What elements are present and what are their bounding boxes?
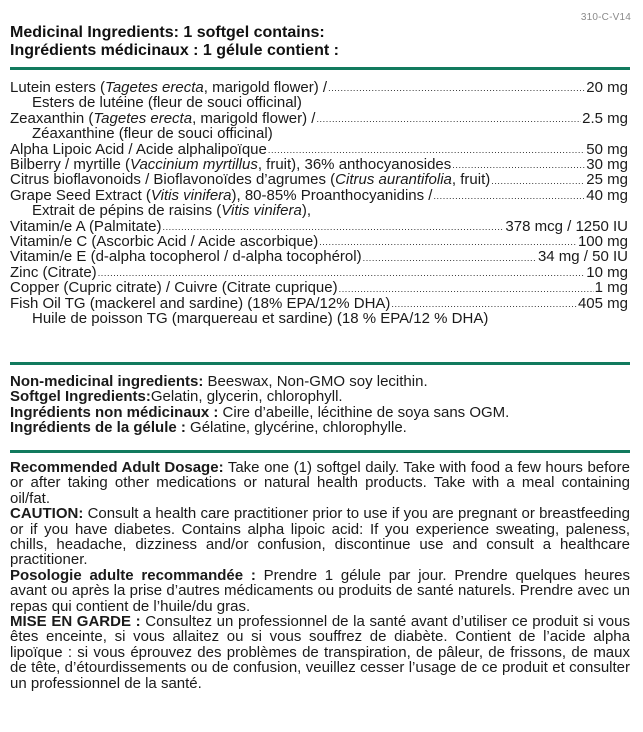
dosage-paragraph: [10, 506, 630, 568]
dosage-paragraph-text: Prendre 1 gélule par jour. Prendre quelques heures avant ou après la prise d’autres médicaments ou produits de santé naturels. Prendre avec un repas qui contient de l’huile/du gras.: [10, 566, 630, 615]
ingredient-amount: 10 mg: [586, 263, 628, 281]
non-medicinal-line-label: Softgel Ingredients:: [10, 388, 151, 406]
ingredient-row: [10, 188, 628, 203]
ingredient-amount: 50 mg: [586, 140, 628, 158]
latin-name: Vitis vinifera: [150, 186, 232, 204]
dot-leader: [328, 84, 585, 95]
non-medicinal-section: [10, 374, 630, 436]
ingredient-amount: 40 mg: [586, 186, 628, 204]
divider-rule: [10, 67, 630, 70]
non-medicinal-line-label: Ingrédients de la gélule :: [10, 419, 186, 437]
ingredient-name: Vitamin/e A (Palmitate): [10, 217, 162, 235]
ingredient-name: Alpha Lipoic Acid / Acide alphalipoïque: [10, 140, 267, 158]
ingredient-row: [10, 157, 628, 172]
ingredient-amount: 1 mg: [594, 279, 628, 297]
ingredient-amount: 25 mg: [586, 171, 628, 189]
latin-name: Tagetes erecta: [93, 109, 193, 127]
ingredient-row: [10, 280, 628, 295]
non-medicinal-line: [10, 374, 630, 389]
dot-leader: [316, 115, 581, 126]
ingredient-french-name: Zéaxanthine (fleur de souci officinal): [32, 125, 273, 143]
ingredient-row: [10, 142, 628, 157]
dosage-paragraph-label: Recommended Adult Dosage:: [10, 459, 224, 476]
ingredient-amount: 2.5 mg: [582, 109, 628, 127]
non-medicinal-line: [10, 420, 630, 435]
dot-leader: [491, 177, 585, 188]
ingredient-name: Lutein esters (Tagetes erecta, marigold flower) /: [10, 79, 328, 96]
ingredient-name: Citrus bioflavonoids / Bioflavonoïdes d’agrumes (Citrus aurantifolia, fruit): [10, 171, 491, 189]
ingredient-row: [10, 296, 628, 311]
non-medicinal-line: [10, 405, 630, 420]
non-medicinal-line-label: Ingrédients non médicinaux :: [10, 403, 219, 421]
ingredient-row: [10, 249, 628, 264]
ingredient-name: Zeaxanthin (Tagetes erecta, marigold flower) /: [10, 109, 316, 127]
ingredient-amount: 34 mg / 50 IU: [537, 248, 628, 266]
header-title-en: Medicinal Ingredients: 1 softgel contains:: [10, 24, 325, 41]
dosage-paragraph-text: Consultez un professionnel de la santé avant d’utiliser ce produit si vous êtes enceinte, si vous allaitez ou si vous souffrez de diabète. Contient de l’acide alpha lipoïque : si vous éprouvez des problèmes de transpiration, de pâleur, de frissons, de maux de tête, d’étourdissements ou de confusion, veuillez cesser l’usage de ce produit et consulter un professionnel de la santé.: [10, 613, 630, 692]
dosage-paragraph: [10, 568, 630, 614]
medicinal-ingredients-header: [10, 24, 630, 60]
header-title-fr: Ingrédients médicinaux : 1 gélule contient :: [10, 42, 339, 59]
latin-name: Vaccinium myrtillus: [130, 156, 258, 174]
dosage-paragraph-label: Posologie adulte recommandée :: [10, 566, 256, 584]
ingredients-list: [10, 80, 628, 327]
non-medicinal-line: [10, 389, 630, 404]
ingredient-amount: 20 mg: [586, 79, 628, 96]
ingredient-row: [10, 111, 628, 126]
ingredient-row: [10, 234, 628, 249]
label-code: 310-C-V14: [580, 12, 631, 23]
dosage-paragraph-text: Take one (1) softgel daily. Take with food a few hours before or after taking other medications or natural health products. Take with a meal containing oil/fat.: [10, 459, 630, 507]
dot-leader: [363, 254, 537, 265]
ingredient-amount: 100 mg: [577, 233, 628, 251]
latin-name: Vitis vinifera: [221, 202, 302, 220]
dosage-paragraph-label: CAUTION:: [10, 505, 84, 523]
ingredient-french-name: Extrait de pépins de raisins (Vitis vinifera),: [32, 202, 312, 220]
ingredient-amount: 378 mcg / 1250 IU: [505, 217, 628, 235]
non-medicinal-line-text: Cire d’abeille, lécithine de soya sans OGM.: [218, 403, 510, 421]
ingredient-row: [10, 80, 628, 95]
ingredient-name: Grape Seed Extract (Vitis vinifera), 80-85% Proanthocyanidins /: [10, 186, 433, 204]
dosage-paragraph: [10, 460, 630, 506]
divider-rule: [10, 362, 630, 365]
dosage-paragraph: [10, 614, 630, 691]
ingredient-name: Bilberry / myrtille (Vaccinium myrtillus, fruit), 36% anthocyanosides: [10, 156, 452, 174]
dosage-caution-section: [10, 460, 630, 691]
ingredient-amount: 30 mg: [586, 156, 628, 174]
ingredient-row: [10, 172, 628, 187]
non-medicinal-line-label: Non-medicinal ingredients:: [10, 373, 204, 390]
latin-name: Citrus aurantifolia: [335, 171, 452, 189]
ingredient-french-name: Huile de poisson TG (marquereau et sardine) (18 % EPA/12 % DHA): [32, 310, 489, 328]
ingredient-french-name: Esters de lutéine (fleur de souci officinal): [32, 94, 302, 112]
non-medicinal-line-text: Beeswax, Non-GMO soy lecithin.: [203, 373, 428, 390]
non-medicinal-line-text: Gélatine, glycérine, chlorophylle.: [185, 419, 407, 437]
ingredient-amount: 405 mg: [577, 294, 628, 312]
ingredient-row: [10, 219, 628, 234]
latin-name: Tagetes erecta: [105, 79, 204, 96]
ingredient-row: [10, 265, 628, 280]
ingredient-name: Fish Oil TG (mackerel and sardine) (18% EPA/12% DHA): [10, 294, 391, 312]
ingredient-name: Vitamin/e C (Ascorbic Acid / Acide ascorbique): [10, 233, 319, 251]
divider-rule: [10, 450, 630, 453]
dosage-paragraph-text: Consult a health care practitioner prior to use if you are pregnant or breastfeeding or if you have diabetes. Contains alpha lipoic acid: If you experience sweating, paleness, chills, headache, dizziness and/or confusion, discontinue use and consult a healthcare practitioner.: [10, 505, 630, 569]
ingredient-name: Zinc (Citrate): [10, 263, 97, 281]
ingredient-name: Copper (Cupric citrate) / Cuivre (Citrate cuprique): [10, 279, 338, 297]
dot-leader: [433, 192, 585, 203]
ingredient-name: Vitamin/e E (d-alpha tocopherol / d-alpha tocophérol): [10, 248, 362, 266]
dosage-paragraph-label: MISE EN GARDE :: [10, 613, 141, 631]
non-medicinal-line-text: Gelatin, glycerin, chlorophyll.: [150, 388, 343, 406]
